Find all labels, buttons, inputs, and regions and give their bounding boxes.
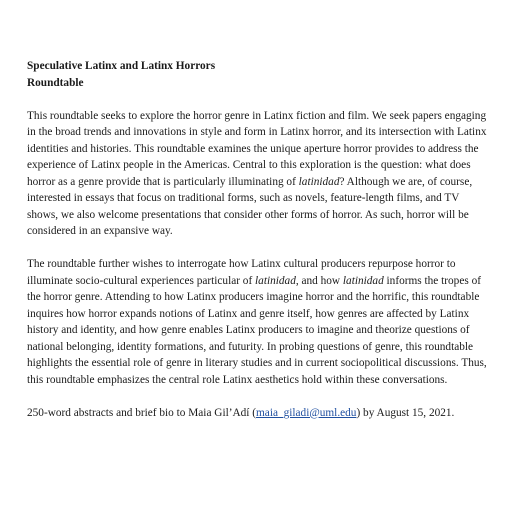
italic-term: latinidad bbox=[342, 274, 384, 287]
paragraph-intro: This roundtable seeks to explore the horror genre in Latinx fiction and film. We seek papers engaging in the broad trends and innovations in style and form in Latinx horror, and its intersection with Latinx identities and histories. This roundtable examines the unique aperture horror provides to address the experience of Latinx people in the Americas. Central to this exploration is the question: what does horror as a genre provide that is particularly illuminating of latinidad? Although we are, of course, interested in essays that focus on traditional forms, such as novels, feature-length films, and TV shows, we also welcome presentations that consider other forms of horror. As such, horror will be considered in an expansive way. bbox=[27, 109, 487, 237]
document-subtitle: Roundtable bbox=[27, 76, 84, 89]
document-title: Speculative Latinx and Latinx Horrors Roundtable bbox=[27, 60, 216, 89]
italic-term: latinidad bbox=[255, 274, 296, 287]
submission-info: 250-word abstracts and brief bio to Maia Gil’Adí (maia_giladi@uml.edu) by August 15, 2021. bbox=[27, 406, 455, 419]
document-page bbox=[27, 58, 493, 421]
italic-term: latinidad bbox=[298, 175, 340, 188]
email-link[interactable]: maia_giladi@uml.edu bbox=[256, 406, 357, 419]
paragraph-roundtable-goals: The roundtable further wishes to interrogate how Latinx cultural producers repurpose horror to illuminate socio-cultural experiences particular of latinidad, and how latinidad informs the tropes of the horror genre. Attending to how Latinx producers imagine horror and the horrific, this roundtable inquires how horror expands notions of Latinx and genre itself, how genres are affected by Latinx history and identity, and how genre enables Latinx producers to imagine and theorize questions of national belonging, identity formations, and futurity. In probing questions of genre, this roundtable highlights the essential role of genre in literary studies and in current sociopolitical discussions. Thus, this roundtable emphasizes the central role Latinx aesthetics hold within these conversations. bbox=[27, 258, 487, 386]
